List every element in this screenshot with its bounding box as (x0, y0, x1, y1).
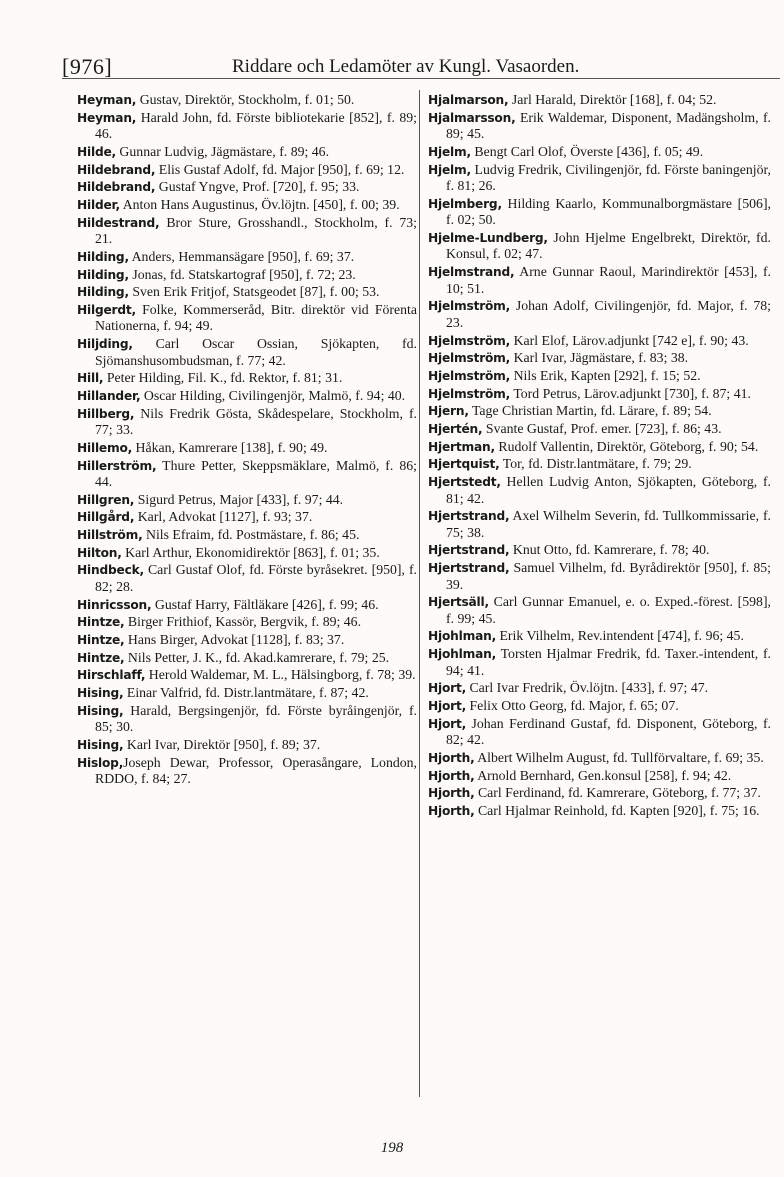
entry-details: Erik Waldemar, Disponent, Madängsholm, f. 89; 45. (446, 109, 771, 142)
entry-details: Knut Otto, fd. Kamrerare, f. 78; 40. (509, 542, 710, 558)
register-entry (77, 249, 417, 266)
register-entry (428, 768, 771, 785)
entry-details: Rudolf Vallentin, Direktör, Göteborg, f. 90; 54. (494, 438, 759, 454)
entry-details: Gustaf Harry, Fältläkare [426], f. 99; 46. (151, 596, 379, 612)
entry-details: Einar Valfrid, fd. Distr.lantmätare, f. 87; 42. (123, 685, 369, 701)
entry-details: Carl Ferdinand, fd. Kamrerare, Göteborg, f. 77; 37. (474, 785, 761, 801)
entry-details: Ludvig Fredrik, Civilingenjör, fd. Förste baningenjör, f. 81; 26. (446, 161, 771, 194)
entry-details: Elis Gustaf Adolf, fd. Major [950], f. 69; 12. (155, 161, 405, 177)
entry-details: Sven Erik Fritjof, Statsgeodet [87], f. 00; 53. (128, 284, 380, 300)
register-entry (77, 703, 417, 736)
entry-details: Tor, fd. Distr.lantmätare, f. 79; 29. (499, 456, 692, 472)
column-divider (419, 90, 420, 1097)
entry-surname: Hirschlaff, (77, 668, 146, 683)
entry-surname: Hjort, (428, 716, 467, 731)
entry-surname: Hintze, (77, 633, 125, 647)
entry-surname: Hjort, (428, 699, 467, 713)
entry-details: Folke, Kommerseråd, Bitr. direktör vid Förenta Nationerna, f. 94; 49. (95, 301, 417, 334)
register-entry (77, 179, 417, 196)
register-entry (428, 144, 771, 161)
register-entry (428, 785, 771, 802)
entry-surname: Hintze, (77, 615, 125, 630)
register-entry (77, 336, 417, 369)
entry-details: Samuel Vilhelm, fd. Byrådirektör [950], f. 85; 39. (446, 560, 771, 592)
register-entry (428, 680, 771, 697)
entry-surname: Hindbeck, (77, 563, 144, 578)
entry-details: Birger Frithiof, Kassör, Bergvik, f. 89; 46. (124, 614, 362, 630)
register-entry (77, 562, 417, 595)
entry-details: Herold Waldemar, M. L., Hälsingborg, f. 78; 39. (145, 667, 416, 683)
register-entry (428, 698, 771, 715)
entry-details: John Hjelme Engelbrekt, Direktör, fd. Konsul, f. 02; 47. (446, 229, 771, 262)
entry-surname: Hjorth, (428, 803, 475, 818)
entry-surname: Hjohlman, (428, 629, 497, 644)
entry-details: Harald John, fd. Förste bibliotekarie [852], f. 89; 46. (95, 109, 417, 142)
header-title: Riddare och Ledamöter av Kungl. Vasaorden. (232, 56, 580, 77)
entry-surname: Hjelmström, (428, 368, 511, 383)
entry-details: Carl Oscar Ossian, Sjökapten, fd. Sjömanshusombudsman, f. 77; 42. (95, 336, 417, 368)
entry-details: Hans Birger, Advokat [1128], f. 83; 37. (124, 632, 345, 647)
entry-details: Carl Ivar Fredrik, Öv.löjtn. [433], f. 97; 47. (466, 680, 709, 696)
entry-surname: Hjort, (428, 681, 467, 696)
entry-surname: Hjorth, (428, 786, 475, 801)
entry-details: Bror Sture, Grosshandl., Stockholm, f. 73; 21. (95, 214, 417, 247)
entry-surname: Hillemo, (77, 440, 133, 455)
left-column (77, 92, 417, 789)
entry-details: Tage Christian Martin, fd. Lärare, f. 89; 54. (468, 403, 712, 419)
entry-surname: Hjertsäll, (428, 595, 489, 610)
entry-surname: Hillberg, (77, 406, 135, 421)
register-entry (428, 298, 771, 331)
entry-surname: Hintze, (77, 650, 125, 665)
entry-surname: Hjalmarson, (428, 93, 509, 107)
register-entry (428, 421, 771, 438)
entry-surname: Hillerström, (77, 458, 157, 473)
register-entry (77, 215, 417, 248)
entry-surname: Hjelm, (428, 144, 471, 159)
register-entry (428, 803, 771, 820)
entry-details: Johan Adolf, Civilingenjör, fd. Major, f. 78; 23. (446, 298, 771, 330)
entry-surname: Hising, (77, 703, 124, 718)
entry-details: Sigurd Petrus, Major [433], f. 97; 44. (134, 491, 344, 507)
register-entry (428, 264, 771, 297)
register-entry (428, 628, 771, 645)
entry-details: Thure Petter, Skeppsmäklare, Malmö, f. 86; 44. (95, 457, 417, 489)
entry-surname: Hildestrand, (77, 215, 160, 230)
register-entry (428, 386, 771, 403)
entry-details: Joseph Dewar, Professor, Operasångare, London, RDDO, f. 84; 27. (95, 754, 417, 787)
entry-surname: Hjelme-Lundberg, (428, 230, 548, 245)
register-entry (77, 545, 417, 562)
entry-surname: Heyman, (77, 110, 137, 125)
register-entry (77, 685, 417, 702)
entry-details: Harald, Bergsingenjör, fd. Förste byråingenjör, f. 85; 30. (95, 702, 417, 735)
entry-surname: Hjelm, (428, 162, 471, 177)
register-entry (428, 230, 771, 263)
entry-surname: Hilgerdt, (77, 302, 136, 317)
register-entry (77, 197, 417, 214)
register-entry (77, 667, 417, 684)
register-entry (77, 110, 417, 143)
entry-details: Anders, Hemmansägare [950], f. 69; 37. (128, 248, 355, 264)
entry-details: Svante Gustaf, Prof. emer. [723], f. 86; 43. (482, 420, 722, 436)
register-entry (428, 439, 771, 456)
register-entry (77, 614, 417, 631)
entry-surname: Hjertman, (428, 439, 495, 454)
entry-surname: Hjelmström, (428, 351, 511, 366)
register-entry (77, 650, 417, 667)
entry-surname: Hjelmstrand, (428, 265, 515, 280)
entry-surname: Hinricsson, (77, 597, 152, 612)
register-entry (77, 144, 417, 161)
entry-details: Hilding Kaarlo, Kommunalborgmästare [506], f. 02; 50. (446, 195, 771, 228)
entry-surname: Hislop, (77, 755, 124, 770)
entry-details: Erik Vilhelm, Rev.intendent [474], f. 96; 45. (496, 628, 744, 644)
register-entry (77, 302, 417, 335)
register-entry (428, 196, 771, 229)
entry-surname: Hjorth, (428, 750, 475, 765)
entry-surname: Hildebrand, (77, 180, 156, 195)
entry-details: Torsten Hjalmar Fredrik, fd. Taxer.-intendent, f. 94; 41. (446, 646, 771, 678)
register-entry (428, 474, 771, 507)
entry-details: Nils Efraim, fd. Postmästare, f. 86; 45. (142, 527, 360, 543)
header-page-number: [976] (62, 54, 113, 79)
entry-details: Carl Gunnar Emanuel, e. o. Exped.-förest. [598], f. 99; 45. (446, 594, 771, 626)
register-entry (428, 350, 771, 367)
entry-surname: Hilde, (77, 144, 116, 159)
entry-surname: Hjohlman, (428, 647, 497, 662)
entry-surname: Hising, (77, 686, 124, 701)
entry-details: Karl, Advokat [1127], f. 93; 37. (134, 509, 313, 525)
entry-details: Albert Wilhelm August, fd. Tullförvaltare, f. 69; 35. (474, 749, 764, 765)
register-entry (428, 594, 771, 627)
entry-details: Peter Hilding, Fil. K., fd. Rektor, f. 81; 31. (103, 370, 343, 386)
entry-details: Tord Petrus, Lärov.adjunkt [730], f. 87; 41. (510, 385, 751, 401)
entry-details: Carl Hjalmar Reinhold, fd. Kapten [920], f. 75; 16. (474, 802, 760, 818)
entry-surname: Hjorth, (428, 768, 475, 783)
page-header (62, 54, 780, 79)
right-column (428, 92, 771, 821)
entry-surname: Hjern, (428, 404, 469, 419)
register-entry (428, 560, 771, 593)
register-entry (77, 632, 417, 649)
register-entry (77, 737, 417, 754)
entry-surname: Hilding, (77, 267, 129, 282)
register-entry (77, 284, 417, 301)
entry-surname: Heyman, (77, 93, 137, 107)
register-entry (77, 406, 417, 439)
register-entry (77, 162, 417, 179)
entry-surname: Hjelmström, (428, 333, 511, 348)
entry-surname: Hillgård, (77, 510, 135, 525)
register-entry (428, 368, 771, 385)
entry-details: Arnold Bernhard, Gen.konsul [258], f. 94; 42. (474, 767, 732, 783)
entry-details: Johan Ferdinand Gustaf, fd. Disponent, Göteborg, f. 82; 42. (446, 715, 771, 748)
register-entry (428, 508, 771, 541)
entry-surname: Hjertquist, (428, 457, 500, 472)
entry-details: Carl Gustaf Olof, fd. Förste byråsekret. [950], f. 82; 28. (95, 562, 417, 594)
entry-details: Jonas, fd. Statskartograf [950], f. 72; 23. (128, 266, 356, 282)
register-entry (428, 716, 771, 749)
entry-surname: Hiljding, (77, 337, 133, 352)
entry-surname: Hjelmström, (428, 299, 511, 314)
entry-surname: Hill, (77, 371, 104, 386)
entry-details: Felix Otto Georg, fd. Major, f. 65; 07. (466, 698, 679, 713)
entry-details: Gunnar Ludvig, Jägmästare, f. 89; 46. (115, 143, 330, 159)
entry-surname: Hjalmarsson, (428, 110, 516, 125)
register-entry (428, 92, 771, 109)
register-entry (77, 527, 417, 544)
register-entry (428, 333, 771, 350)
register-entry (77, 92, 417, 109)
register-entry (428, 750, 771, 767)
entry-surname: Hilder, (77, 197, 120, 212)
entry-details: Karl Elof, Lärov.adjunkt [742 e], f. 90; 43. (510, 332, 749, 348)
footer-page-number: 198 (380, 1140, 404, 1156)
register-entry (77, 458, 417, 491)
entry-details: Gustaf Yngve, Prof. [720], f. 95; 33. (155, 179, 360, 195)
entry-details: Karl Arthur, Ekonomidirektör [863], f. 01; 35. (121, 544, 380, 560)
entry-surname: Hillgren, (77, 492, 135, 507)
entry-details: Karl Ivar, Jägmästare, f. 83; 38. (510, 350, 689, 366)
entry-surname: Hillström, (77, 528, 143, 543)
entry-details: Håkan, Kamrerare [138], f. 90; 49. (132, 439, 328, 455)
entry-surname: Hildebrand, (77, 162, 156, 177)
entry-surname: Hjertén, (428, 421, 483, 436)
entry-details: Karl Ivar, Direktör [950], f. 89; 37. (123, 736, 321, 752)
entry-surname: Hilding, (77, 249, 129, 264)
register-entry (77, 440, 417, 457)
entry-surname: Hjertstrand, (428, 543, 510, 558)
entry-surname: Hjertstedt, (428, 475, 501, 489)
register-entry (428, 110, 771, 143)
entry-details: Nils Petter, J. K., fd. Akad.kamrerare, f. 79; 25. (124, 649, 390, 665)
register-entry (77, 509, 417, 526)
register-entry (428, 162, 771, 195)
entry-surname: Hilding, (77, 285, 129, 300)
register-entry (77, 388, 417, 405)
register-entry (77, 370, 417, 387)
entry-surname: Hjelmberg, (428, 196, 502, 211)
entry-details: Anton Hans Augustinus, Öv.löjtn. [450], f. 00; 39. (120, 196, 400, 212)
register-entry (77, 492, 417, 509)
entry-surname: Hilton, (77, 545, 122, 560)
entry-details: Bengt Carl Olof, Överste [436], f. 05; 49. (470, 143, 704, 159)
entry-details: Arne Gunnar Raoul, Marindirektör [453], f. 10; 51. (446, 264, 771, 296)
entry-details: Hellen Ludvig Anton, Sjökapten, Göteborg, f. 81; 42. (446, 474, 771, 506)
register-entry (428, 456, 771, 473)
entry-surname: Hjelmström, (428, 386, 511, 401)
entry-details: Nils Fredrik Gösta, Skådespelare, Stockholm, f. 77; 33. (95, 405, 417, 438)
entry-details: Gustav, Direktör, Stockholm, f. 01; 50. (136, 92, 355, 107)
entry-details: Nils Erik, Kapten [292], f. 15; 52. (510, 367, 701, 383)
register-entry (428, 542, 771, 559)
register-entry (428, 403, 771, 420)
entry-details: Axel Wilhelm Severin, fd. Tullkommissarie, f. 75; 38. (446, 508, 771, 540)
register-entry (77, 597, 417, 614)
entry-surname: Hising, (77, 737, 124, 752)
register-entry (77, 755, 417, 788)
entry-details: Oscar Hilding, Civilingenjör, Malmö, f. 94; 40. (140, 387, 406, 403)
entry-surname: Hillander, (77, 388, 141, 403)
register-entry (77, 267, 417, 284)
entry-surname: Hjertstrand, (428, 509, 510, 524)
entry-surname: Hjertstrand, (428, 561, 510, 576)
register-entry (428, 646, 771, 679)
entry-details: Jarl Harald, Direktör [168], f. 04; 52. (508, 92, 717, 107)
